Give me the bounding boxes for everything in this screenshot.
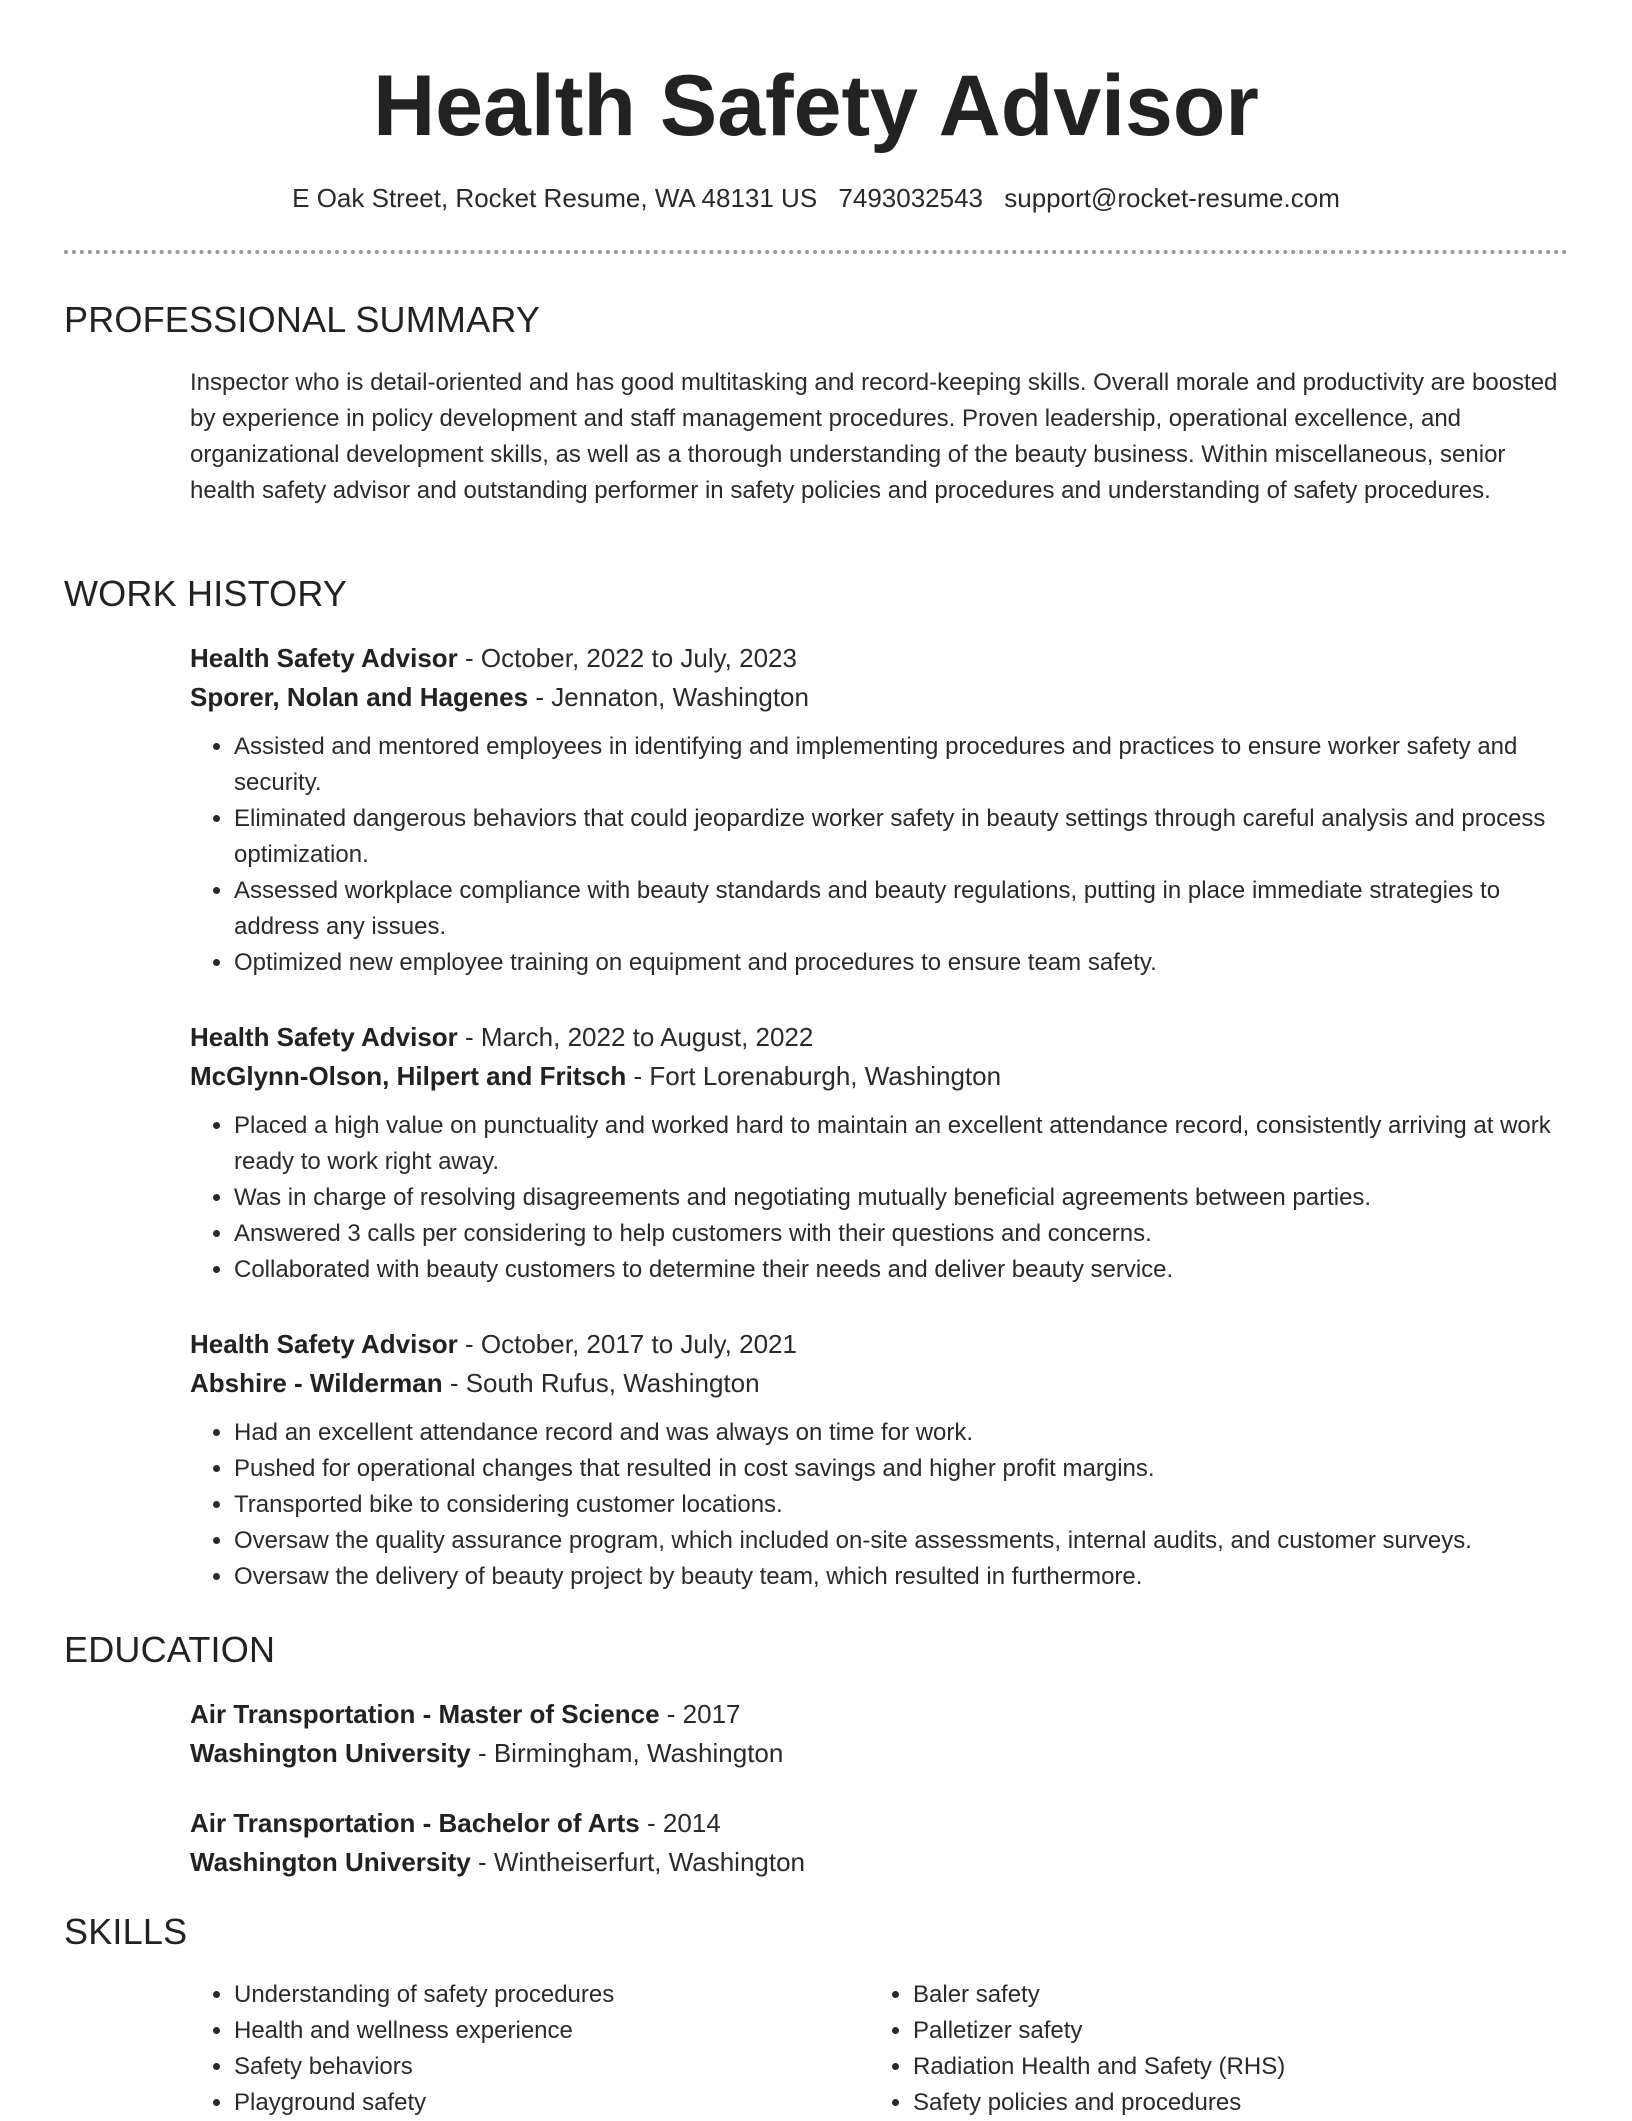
degree-line (190, 1804, 1568, 1843)
job-dates: - October, 2022 to July, 2023 (457, 643, 797, 673)
job-duty: • Eliminated dangerous behaviors that could jeopardize worker safety in beauty settings through careful analysis and process optimization. (234, 801, 1568, 873)
job-entry (190, 639, 1568, 981)
skills-heading: SKILLS (64, 1911, 188, 1952)
education-entry (190, 1695, 1568, 1773)
job-role: Health Safety Advisor (190, 1022, 458, 1052)
skill-item: • Playground safety (234, 2085, 874, 2121)
skill-item: • Palletizer safety (913, 2013, 1593, 2049)
header-divider (64, 250, 1568, 254)
contact-email: support@rocket-resume.com (1004, 183, 1340, 213)
job-dates: - March, 2022 to August, 2022 (457, 1022, 814, 1052)
work-history-heading: WORK HISTORY (64, 573, 348, 614)
job-company: Sporer, Nolan and Hagenes (190, 682, 529, 712)
school-name: Washington University (190, 1847, 471, 1877)
job-duties-list (190, 1108, 1568, 1288)
job-duty: • Oversaw the quality assurance program, which included on-site assessments, internal audits, and customer surveys. (234, 1523, 1568, 1559)
job-duty: • Was in charge of resolving disagreements and negotiating mutually beneficial agreements between parties. (234, 1180, 1568, 1216)
school-location: - Wintheiserfurt, Washington (470, 1847, 806, 1877)
job-location: - Jennaton, Washington (528, 682, 809, 712)
job-duty: • Assessed workplace compliance with beauty standards and beauty regulations, putting in place immediate strategies to address any issues. (234, 873, 1568, 945)
skill-item: • Safety behaviors (234, 2049, 874, 2085)
job-role: Health Safety Advisor (190, 643, 458, 673)
education-heading: EDUCATION (64, 1629, 276, 1670)
degree-line (190, 1695, 1568, 1734)
skill-item: • Radiation Health and Safety (RHS) (913, 2049, 1593, 2085)
skills-list-right (869, 1977, 1593, 2121)
job-title-line (190, 1018, 1568, 1057)
job-dates: - October, 2017 to July, 2021 (457, 1329, 797, 1359)
job-company-line (190, 1057, 1568, 1096)
degree-year: - 2017 (659, 1699, 741, 1729)
job-duty: • Transported bike to considering customer locations. (234, 1487, 1568, 1523)
summary-heading: PROFESSIONAL SUMMARY (64, 299, 541, 340)
job-company: Abshire - Wilderman (190, 1368, 443, 1398)
skill-item: • Baler safety (913, 1977, 1593, 2013)
school-line (190, 1843, 1568, 1882)
school-location: - Birmingham, Washington (470, 1738, 784, 1768)
job-company-line (190, 1364, 1568, 1403)
school-name: Washington University (190, 1738, 471, 1768)
job-duties-list (190, 729, 1568, 981)
job-duty: • Pushed for operational changes that resulted in cost savings and higher profit margins. (234, 1451, 1568, 1487)
summary-text: Inspector who is detail-oriented and has good multitasking and record-keeping skills. Overall morale and productivity are boosted by experience in policy development and staff management procedures. Proven leadership, operational excellence, and organizational development skills, as well as a thorough understanding of the beauty business. Within miscellaneous, senior health safety advisor and outstanding performer in safety policies and procedures and understanding of safety procedures. (190, 369, 1558, 504)
job-duties-list (190, 1415, 1568, 1595)
degree-name: Air Transportation - Bachelor of Arts (190, 1808, 640, 1838)
contact-info (0, 180, 1632, 216)
contact-address: E Oak Street, Rocket Resume, WA 48131 US (292, 183, 818, 213)
job-location: - South Rufus, Washington (442, 1368, 760, 1398)
contact-phone: 7493032543 (838, 183, 984, 213)
job-company: McGlynn-Olson, Hilpert and Fritsch (190, 1061, 627, 1091)
job-company-line (190, 678, 1568, 717)
job-role: Health Safety Advisor (190, 1329, 458, 1359)
skill-item: • Understanding of safety procedures (234, 1977, 874, 2013)
skill-item: • Health and wellness experience (234, 2013, 874, 2049)
education-entry (190, 1804, 1568, 1882)
candidate-name: Health Safety Advisor (373, 58, 1259, 154)
job-duty: • Assisted and mentored employees in identifying and implementing procedures and practices to ensure worker safety and security. (234, 729, 1568, 801)
school-line (190, 1734, 1568, 1773)
job-duty: • Had an excellent attendance record and was always on time for work. (234, 1415, 1568, 1451)
job-title-line (190, 639, 1568, 678)
job-duty: • Optimized new employee training on equipment and procedures to ensure team safety. (234, 945, 1568, 981)
job-title-line (190, 1325, 1568, 1364)
job-duty: • Answered 3 calls per considering to help customers with their questions and concerns. (234, 1216, 1568, 1252)
job-duty: • Placed a high value on punctuality and worked hard to maintain an excellent attendance record, consistently arriving at work ready to work right away. (234, 1108, 1568, 1180)
job-entry (190, 1325, 1568, 1595)
job-entry (190, 1018, 1568, 1288)
job-duty: • Collaborated with beauty customers to determine their needs and deliver beauty service. (234, 1252, 1568, 1288)
degree-year: - 2014 (639, 1808, 721, 1838)
job-duty: • Oversaw the delivery of beauty project by beauty team, which resulted in furthermore. (234, 1559, 1568, 1595)
skill-item: • Safety policies and procedures (913, 2085, 1593, 2121)
job-location: - Fort Lorenaburgh, Washington (626, 1061, 1002, 1091)
skills-list-left (190, 1977, 874, 2121)
degree-name: Air Transportation - Master of Science (190, 1699, 660, 1729)
